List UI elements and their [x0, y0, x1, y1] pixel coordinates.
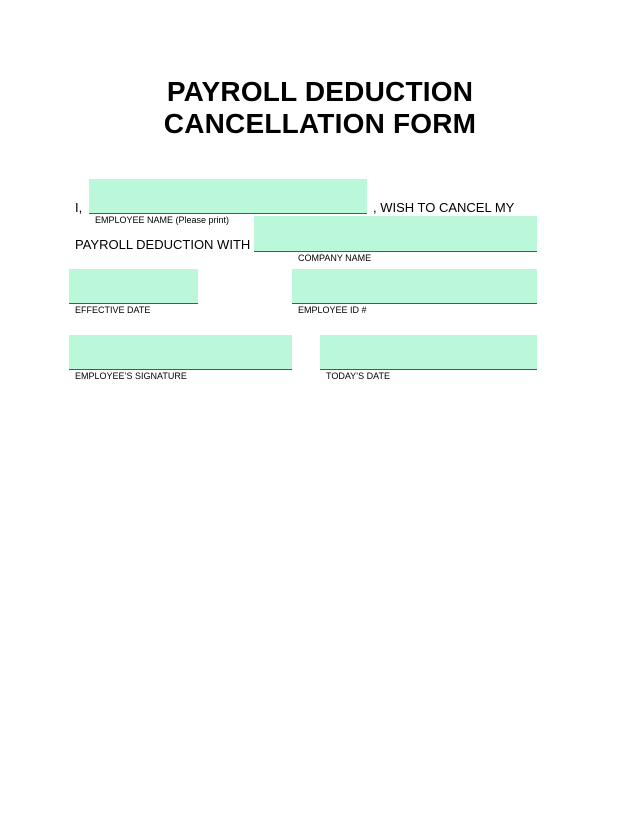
- form-title-line2: CANCELLATION FORM: [163, 108, 477, 139]
- company-name-caption: COMPANY NAME: [298, 253, 372, 263]
- row1-suffix: , WISH TO CANCEL MY: [373, 200, 515, 215]
- effective-date-caption: EFFECTIVE DATE: [75, 305, 151, 315]
- employee-name-caption: EMPLOYEE NAME (Please print): [95, 215, 230, 225]
- employee-id-caption: EMPLOYEE ID #: [298, 305, 367, 315]
- employee-signature-caption: EMPLOYEE’S SIGNATURE: [75, 371, 187, 381]
- todays-date-field[interactable]: [320, 335, 537, 370]
- effective-date-field[interactable]: [69, 269, 198, 304]
- employee-signature-field[interactable]: [69, 335, 292, 370]
- employee-name-field[interactable]: [89, 179, 367, 214]
- row1-prefix: I,: [75, 200, 83, 215]
- company-name-field[interactable]: [254, 216, 537, 252]
- form-title-line1: PAYROLL DEDUCTION: [166, 76, 474, 107]
- todays-date-caption: TODAY’S DATE: [326, 371, 391, 381]
- employee-id-field[interactable]: [292, 269, 537, 304]
- row2-prefix: PAYROLL DEDUCTION WITH: [75, 237, 251, 252]
